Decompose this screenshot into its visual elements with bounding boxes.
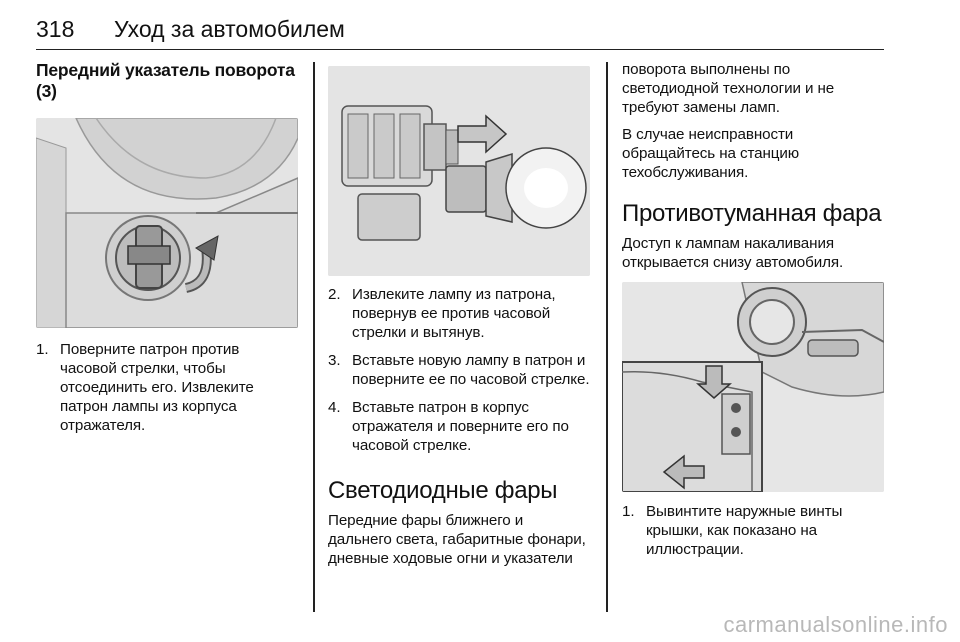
fog-light-illustration bbox=[622, 282, 884, 492]
steps-list-1 bbox=[36, 340, 298, 435]
page-number: 318 bbox=[36, 16, 75, 42]
led-headlights-heading: Светодиодные фары bbox=[328, 477, 558, 504]
fog-light-heading: Противотуманная фара bbox=[622, 200, 882, 227]
led-headlights-text: Передние фары ближнего и дальнего света, габаритные фонари, дневные ходовые огни и указатели bbox=[328, 512, 586, 567]
column-divider-1 bbox=[313, 62, 315, 612]
list-item: 4. Вставьте патрон в корпус отражателя и поверните его по часовой стрелке. bbox=[328, 399, 569, 454]
steps-list-2 bbox=[328, 285, 590, 455]
page-header bbox=[36, 16, 884, 50]
column-2 bbox=[328, 60, 590, 568]
watermark: carmanualsonline.info bbox=[723, 612, 948, 637]
list-item: 1. Поверните патрон против часовой стрелки, чтобы отсоединить его. Извлеките патрон лампы из корпуса отражателя. bbox=[36, 341, 254, 434]
column-1 bbox=[36, 60, 298, 435]
list-item: 1. Вывинтите наружные винты крышки, как показано на иллюстрации. bbox=[622, 503, 843, 558]
page-title: Уход за автомобилем bbox=[114, 16, 345, 42]
fog-light-text: Доступ к лампам накаливания открывается снизу автомобиля. bbox=[622, 235, 844, 271]
list-item: 3. Вставьте новую лампу в патрон и поверните ее по часовой стрелке. bbox=[328, 352, 590, 388]
led-continued-text: поворота выполнены по светодиодной технологии и не требуют замены ламп. bbox=[622, 61, 835, 116]
steps-list-3 bbox=[622, 502, 886, 559]
service-text: В случае неисправности обращайтесь на станцию техобслуживания. bbox=[622, 126, 800, 181]
column-3 bbox=[622, 60, 886, 559]
list-item: 2. Извлеките лампу из патрона, повернув ее против часовой стрелки и вытянув. bbox=[328, 286, 556, 341]
bulb-illustration bbox=[328, 66, 590, 276]
column-divider-2 bbox=[606, 62, 608, 612]
turn-signal-illustration bbox=[36, 118, 298, 328]
turn-signal-heading: Передний указатель поворота (3) bbox=[36, 60, 295, 101]
